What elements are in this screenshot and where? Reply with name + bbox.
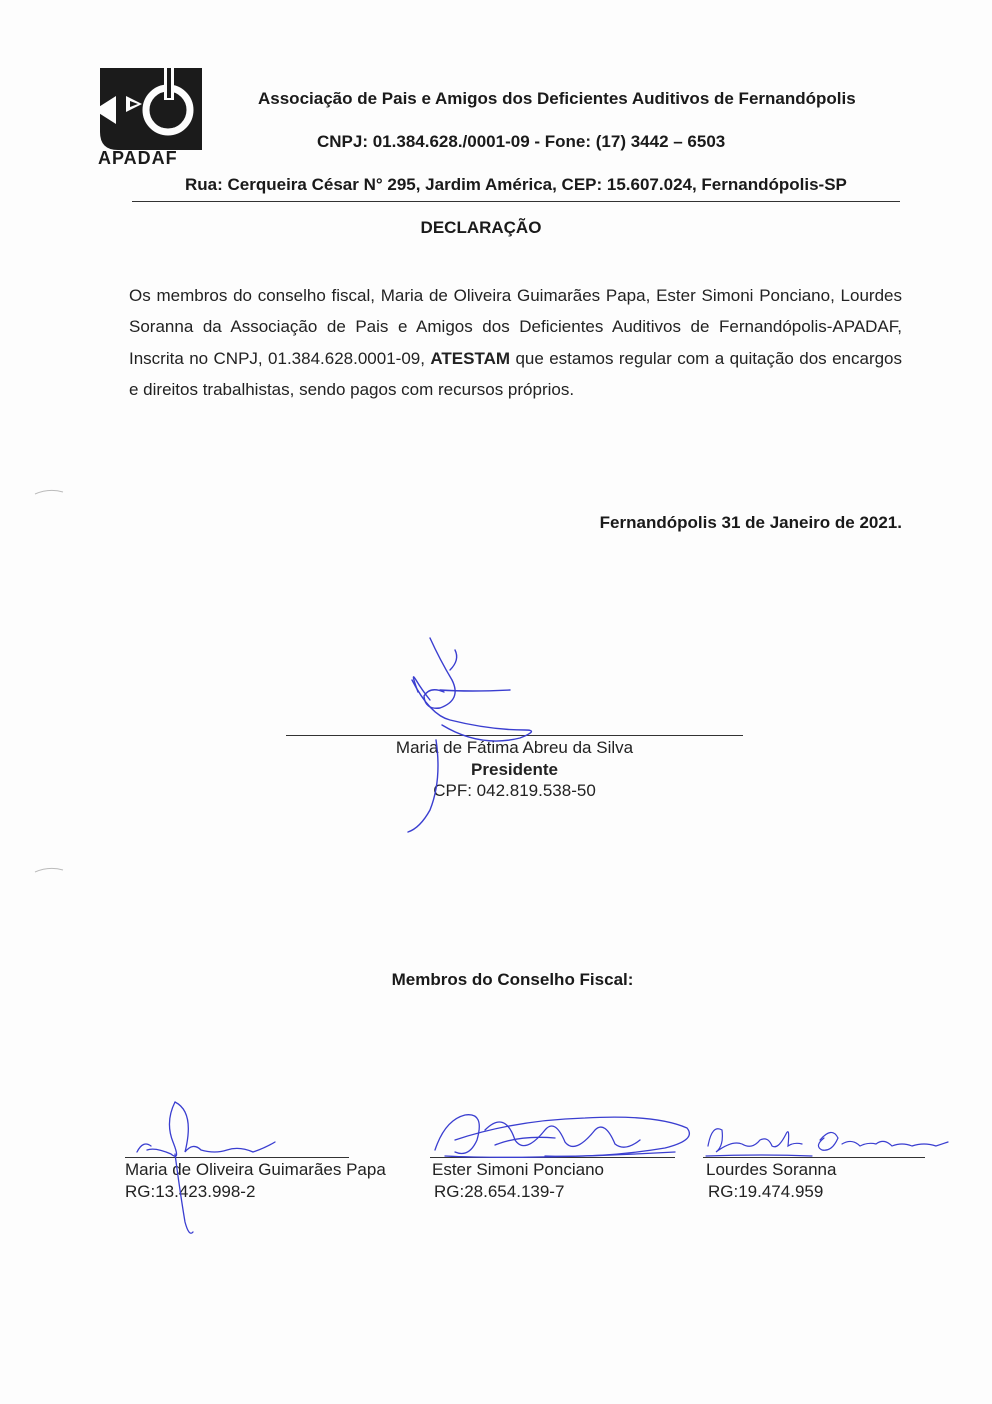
logo-text: APADAF (98, 148, 178, 168)
member3-rg: RG:19.474.959 (708, 1182, 824, 1201)
scan-mark-icon (34, 866, 64, 874)
header-divider (132, 201, 900, 202)
body-text-part2: que estamos regular com a quitação dos encargos e direitos trabalhistas, sendo pagos com recursos próprios. (129, 348, 903, 399)
member1-name: Maria de Oliveira Guimarães Papa (125, 1160, 386, 1179)
president-name: Maria de Fátima Abreu da Silva (395, 738, 634, 757)
member1-signature-line (125, 1157, 349, 1158)
member2-rg: RG:28.654.139-7 (434, 1182, 565, 1201)
member1-rg: RG:13.423.998-2 (125, 1182, 256, 1201)
organization-name: Associação de Pais e Amigos dos Deficientes Auditivos de Fernandópolis (258, 89, 856, 108)
date-line: Fernandópolis 31 de Janeiro de 2021. (599, 513, 902, 532)
body-text-part1: Os membros do conselho fiscal, Maria de Oliveira Guimarães Papa, Ester Simoni Ponciano, Lourdes Soranna da Associação de Pais e Amigos dos Deficientes Auditivos de Fernandópolis-APADAF, Inscrita no CNPJ, 01.384.628.0001-09, (129, 286, 902, 368)
president-role: Presidente (471, 760, 558, 779)
member3-signature-line (703, 1157, 925, 1158)
president-signature-line (286, 735, 743, 736)
council-heading: Membros do Conselho Fiscal: (391, 970, 634, 989)
address: Rua: Cerqueira César N° 295, Jardim América, CEP: 15.607.024, Fernandópolis-SP (185, 175, 847, 194)
member2-signature-line (430, 1157, 675, 1158)
body-text-bold: ATESTAM (430, 348, 511, 368)
cnpj-phone: CNPJ: 01.384.628./0001-09 - Fone: (17) 3442 – 6503 (317, 132, 726, 151)
member2-name: Ester Simoni Ponciano (432, 1160, 604, 1179)
president-cpf: CPF: 042.819.538-50 (433, 781, 596, 800)
declaration-body (129, 280, 902, 405)
scan-mark-icon (34, 488, 64, 496)
apadaf-logo (90, 66, 208, 170)
document-title: DECLARAÇÃO (420, 218, 542, 237)
member3-signature (702, 1116, 952, 1162)
member3-name: Lourdes Soranna (706, 1160, 837, 1179)
